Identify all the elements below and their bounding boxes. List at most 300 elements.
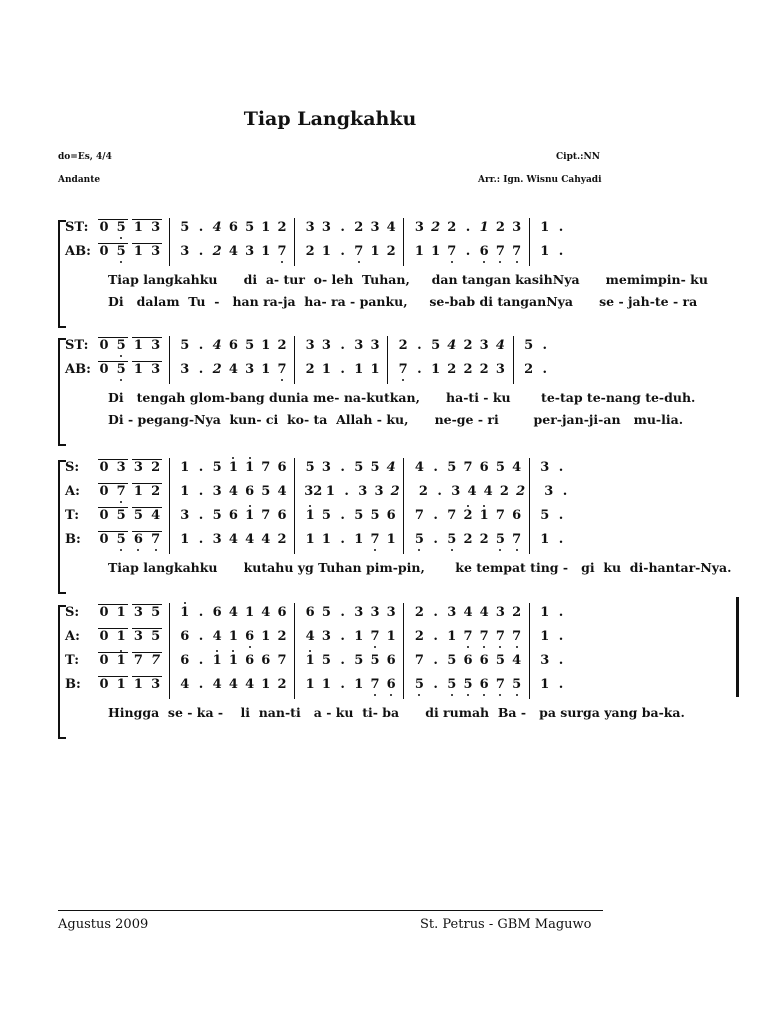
beam [132, 531, 162, 532]
note: 5 [180, 220, 190, 235]
bar-line [169, 218, 170, 266]
note: 2 [499, 484, 509, 499]
note: . [433, 629, 438, 644]
note: 1 [386, 629, 396, 644]
bar-line [403, 603, 404, 699]
note: 5 [414, 532, 424, 547]
note: 2 [463, 338, 473, 353]
note: 1 [321, 532, 331, 547]
note: 5 [370, 653, 380, 668]
note: 5 [540, 508, 550, 523]
note: 3 [321, 220, 331, 235]
note: 1 [261, 244, 271, 259]
note: 6 [479, 244, 489, 259]
note: 6 [261, 653, 271, 668]
note: . [198, 605, 204, 620]
note: 6 [479, 460, 489, 475]
bar-line [294, 603, 295, 699]
note: . [198, 244, 204, 259]
note: 2 [418, 484, 428, 499]
note: 4 [483, 484, 493, 499]
note: 4 [277, 484, 287, 499]
note: 5 [370, 508, 380, 523]
note: 1 [261, 677, 271, 692]
note: 1 [540, 677, 550, 692]
note: 5 [431, 338, 441, 353]
note: 1 [116, 653, 126, 668]
note: 5 [151, 605, 161, 620]
note: 5 [321, 508, 331, 523]
beam [98, 628, 128, 629]
note: 6 [245, 484, 255, 499]
arranger-credit: Arr.: Ign. Wisnu Cahyadi [478, 175, 602, 185]
note: 7 [512, 629, 522, 644]
note: 7 [133, 653, 143, 668]
note: 3 [370, 605, 380, 620]
lyric-line: Tiap langkahku kutahu yg Tuhan pim-pin, ke tempat ting - gi ku di-hantar-Nya. [108, 560, 732, 575]
song-title: Tiap Langkahku [243, 108, 417, 130]
note: 5 [321, 653, 331, 668]
note: . [198, 460, 204, 475]
note: 1 [133, 244, 143, 259]
beam [98, 652, 128, 653]
note: 5 [524, 338, 534, 353]
bar-line [529, 458, 530, 554]
note: . [340, 653, 345, 668]
note: 6 [228, 220, 238, 235]
voice-label: B: [65, 532, 81, 547]
note: 7 [151, 653, 161, 668]
note: 1 [370, 362, 380, 377]
note: 4 [386, 220, 396, 235]
note: 5 [116, 338, 126, 353]
note: . [198, 677, 204, 692]
note: 2 [305, 244, 315, 259]
note: 5 [495, 532, 505, 547]
note: . [558, 244, 564, 259]
note: 4 [512, 653, 522, 668]
note: 7 [277, 244, 287, 259]
note: 4 [512, 460, 522, 475]
note: 0 [99, 532, 109, 547]
note: 3 [370, 220, 380, 235]
note: 6 [277, 508, 287, 523]
note: 5 [212, 508, 222, 523]
voice-label: AB: [65, 244, 91, 259]
note: 1 [245, 460, 255, 475]
note: 1 [540, 629, 550, 644]
note: 7 [463, 629, 473, 644]
note: 1 [133, 677, 143, 692]
note: 5 [354, 508, 364, 523]
beam [98, 243, 128, 244]
note: 7 [277, 362, 287, 377]
note: 7 [414, 508, 424, 523]
note: 0 [99, 338, 109, 353]
note: . [198, 484, 204, 499]
voice-label: AB: [65, 362, 91, 377]
note: . [433, 532, 438, 547]
note: 3 [495, 362, 505, 377]
note: 5 [495, 653, 505, 668]
note: 2 [277, 532, 287, 547]
note: 1 [180, 484, 190, 499]
note: 2 [447, 220, 457, 235]
note: 5 [180, 338, 190, 353]
note: 2 [463, 362, 473, 377]
note: 2 [277, 220, 287, 235]
note: . [558, 508, 564, 523]
note: 7 [495, 629, 505, 644]
note: 3 [495, 605, 505, 620]
note: 2 [463, 532, 473, 547]
note: 3 [245, 244, 255, 259]
note: 32 [304, 484, 323, 499]
note: 5 [116, 220, 126, 235]
bar-line [529, 218, 530, 266]
note: 3 [354, 605, 364, 620]
bar-line [403, 458, 404, 554]
note: 3 [358, 484, 368, 499]
note: 4 [447, 338, 457, 353]
note: . [542, 362, 548, 377]
note: . [465, 244, 471, 259]
note: 1 [228, 629, 238, 644]
beam [132, 337, 162, 338]
note: 4 [414, 460, 424, 475]
note: 0 [99, 605, 109, 620]
note: . [437, 484, 442, 499]
tempo-marking: Andante [58, 175, 101, 185]
note: 3 [151, 677, 161, 692]
note: 5 [370, 460, 380, 475]
bar-line [294, 458, 295, 554]
note: 1 [354, 532, 364, 547]
note: . [417, 338, 422, 353]
note: . [198, 338, 204, 353]
note: 1 [133, 362, 143, 377]
footer-date: Agustus 2009 [58, 917, 149, 932]
note: 4 [212, 629, 222, 644]
note: 1 [479, 220, 489, 235]
note: 3 [180, 362, 190, 377]
note: 3 [512, 220, 522, 235]
note: . [198, 220, 204, 235]
note: . [558, 677, 564, 692]
note: 5 [116, 532, 126, 547]
note: 0 [99, 362, 109, 377]
note: 1 [261, 220, 271, 235]
note: 6 [463, 653, 473, 668]
note: 2 [512, 605, 522, 620]
beam [132, 507, 162, 508]
note: 1 [261, 629, 271, 644]
beam [98, 531, 128, 532]
beam [98, 676, 128, 677]
note: 5 [261, 484, 271, 499]
note: 1 [540, 532, 550, 547]
note: 7 [495, 677, 505, 692]
note: 1 [414, 244, 424, 259]
note: 1 [479, 508, 489, 523]
note: 1 [540, 244, 550, 259]
note: 1 [321, 362, 331, 377]
beam [98, 459, 128, 460]
note: . [558, 629, 564, 644]
note: . [433, 605, 438, 620]
note: 4 [228, 532, 238, 547]
note: . [558, 653, 564, 668]
note: 1 [321, 244, 331, 259]
voice-label: ST: [65, 338, 89, 353]
note: 6 [212, 605, 222, 620]
beam [132, 361, 162, 362]
note: 4 [245, 677, 255, 692]
note: 6 [245, 653, 255, 668]
note: 7 [261, 508, 271, 523]
note: 2 [414, 605, 424, 620]
note: 5 [447, 677, 457, 692]
note: 1 [447, 629, 457, 644]
note: 5 [447, 653, 457, 668]
note: 3 [321, 338, 331, 353]
note: 3 [133, 629, 143, 644]
note: 6 [133, 532, 143, 547]
note: . [198, 653, 204, 668]
beam [132, 219, 162, 220]
note: 3 [414, 220, 424, 235]
bar-line [169, 603, 170, 699]
note: . [340, 629, 345, 644]
note: 2 [151, 484, 161, 499]
note: 1 [180, 532, 190, 547]
beam [132, 243, 162, 244]
note: 6 [180, 629, 190, 644]
footer-divider [58, 910, 603, 911]
voice-label: ST: [65, 220, 89, 235]
note: 1 [133, 220, 143, 235]
note: . [198, 362, 204, 377]
note: 0 [99, 629, 109, 644]
system-bracket [58, 338, 66, 446]
note: . [562, 484, 568, 499]
note: 1 [370, 244, 380, 259]
note: 7 [447, 508, 457, 523]
note: 3 [151, 220, 161, 235]
note: 3 [386, 605, 396, 620]
note: 6 [386, 677, 396, 692]
voice-label: T: [65, 653, 80, 668]
note: 0 [99, 653, 109, 668]
note: . [558, 532, 564, 547]
voice-label: A: [65, 484, 80, 499]
note: 4 [245, 532, 255, 547]
note: 7 [463, 460, 473, 475]
note: . [558, 220, 564, 235]
note: . [433, 677, 438, 692]
note: 3 [321, 460, 331, 475]
note: 3 [212, 532, 222, 547]
note: 6 [479, 677, 489, 692]
note: 1 [325, 484, 335, 499]
note: 4 [212, 220, 222, 235]
note: 3 [544, 484, 554, 499]
note: . [558, 605, 564, 620]
note: 1 [261, 362, 271, 377]
note: 0 [99, 677, 109, 692]
note: . [558, 460, 564, 475]
note: 3 [451, 484, 461, 499]
note: 5 [414, 677, 424, 692]
note: 7 [495, 244, 505, 259]
beam [132, 604, 162, 605]
note: 1 [245, 605, 255, 620]
lyric-line: Di tengah glom-bang dunia me- na-kutkan, ha-ti - ku te-tap te-nang te-duh. [108, 390, 696, 405]
lyric-line: Tiap langkahku di a- tur o- leh Tuhan, dan tangan kasihNya memimpin- ku [108, 272, 708, 287]
note: 2 [277, 629, 287, 644]
note: 3 [116, 460, 126, 475]
note: 4 [180, 677, 190, 692]
note: 1 [386, 532, 396, 547]
note: 1 [321, 677, 331, 692]
note: 7 [277, 653, 287, 668]
note: 6 [386, 508, 396, 523]
note: 2 [431, 220, 441, 235]
note: 4 [228, 677, 238, 692]
note: 1 [116, 605, 126, 620]
note: 2 [447, 362, 457, 377]
note: 4 [261, 605, 271, 620]
note: 4 [212, 338, 222, 353]
note: 3 [212, 484, 222, 499]
note: 2 [390, 484, 400, 499]
note: 3 [479, 338, 489, 353]
note: 4 [151, 508, 161, 523]
note: 7 [370, 677, 380, 692]
note: . [433, 508, 438, 523]
note: 1 [180, 460, 190, 475]
note: 5 [354, 653, 364, 668]
voice-label: T: [65, 508, 80, 523]
note: 3 [305, 220, 315, 235]
beam [98, 507, 128, 508]
note: . [340, 362, 345, 377]
note: . [340, 460, 345, 475]
note: . [340, 677, 345, 692]
note: . [433, 653, 438, 668]
footer-parish: St. Petrus - GBM Maguwo [420, 917, 592, 932]
beam [98, 219, 128, 220]
note: 3 [354, 338, 364, 353]
note: 1 [133, 484, 143, 499]
note: 3 [305, 338, 315, 353]
note: 5 [245, 220, 255, 235]
note: 7 [398, 362, 408, 377]
beam [132, 459, 162, 460]
voice-label: S: [65, 460, 80, 475]
note: 3 [180, 508, 190, 523]
note: . [344, 484, 349, 499]
note: 5 [354, 460, 364, 475]
beam [132, 652, 162, 653]
note: 3 [151, 362, 161, 377]
note: 5 [116, 362, 126, 377]
note: 1 [431, 244, 441, 259]
note: 7 [354, 244, 364, 259]
note: 2 [524, 362, 534, 377]
note: 0 [99, 484, 109, 499]
voice-label: A: [65, 629, 80, 644]
note: 1 [540, 220, 550, 235]
bar-line [169, 458, 170, 554]
beam [132, 483, 162, 484]
note: . [417, 362, 422, 377]
note: 1 [180, 605, 190, 620]
bar-line [529, 603, 530, 699]
note: 6 [479, 653, 489, 668]
note: 5 [321, 605, 331, 620]
note: 1 [354, 362, 364, 377]
bar-line [403, 218, 404, 266]
note: 3 [370, 338, 380, 353]
voice-label: B: [65, 677, 81, 692]
note: 2 [277, 677, 287, 692]
note: 2 [479, 362, 489, 377]
note: 7 [479, 629, 489, 644]
note: 5 [245, 338, 255, 353]
beam [132, 628, 162, 629]
final-bar-line [736, 597, 739, 697]
beam [98, 604, 128, 605]
system-bracket [58, 605, 66, 739]
lyric-line: Di dalam Tu - han ra-ja ha- ra - panku, se-bab di tanganNya se - jah-te - ra [108, 294, 698, 309]
note: . [465, 220, 471, 235]
note: 2 [354, 220, 364, 235]
note: . [340, 532, 345, 547]
note: 5 [116, 244, 126, 259]
note: 1 [116, 629, 126, 644]
note: 5 [116, 508, 126, 523]
note: 1 [354, 629, 364, 644]
note: 4 [467, 484, 477, 499]
note: 2 [212, 362, 222, 377]
note: . [542, 338, 548, 353]
note: 3 [151, 244, 161, 259]
note: 2 [463, 508, 473, 523]
note: . [340, 605, 345, 620]
note: . [198, 532, 204, 547]
note: 1 [212, 653, 222, 668]
key-time-signature: do=Es, 4/4 [58, 152, 112, 162]
note: 7 [447, 244, 457, 259]
bar-line [294, 218, 295, 266]
note: 0 [99, 220, 109, 235]
note: 0 [99, 508, 109, 523]
system-bracket [58, 460, 66, 594]
note: 4 [463, 605, 473, 620]
note: 3 [540, 460, 550, 475]
note: . [340, 508, 345, 523]
note: 1 [245, 508, 255, 523]
note: 5 [463, 677, 473, 692]
note: . [340, 244, 345, 259]
note: 1 [431, 362, 441, 377]
note: . [198, 508, 204, 523]
bar-line [169, 336, 170, 384]
beam [98, 483, 128, 484]
note: 7 [116, 484, 126, 499]
note: 4 [305, 629, 315, 644]
